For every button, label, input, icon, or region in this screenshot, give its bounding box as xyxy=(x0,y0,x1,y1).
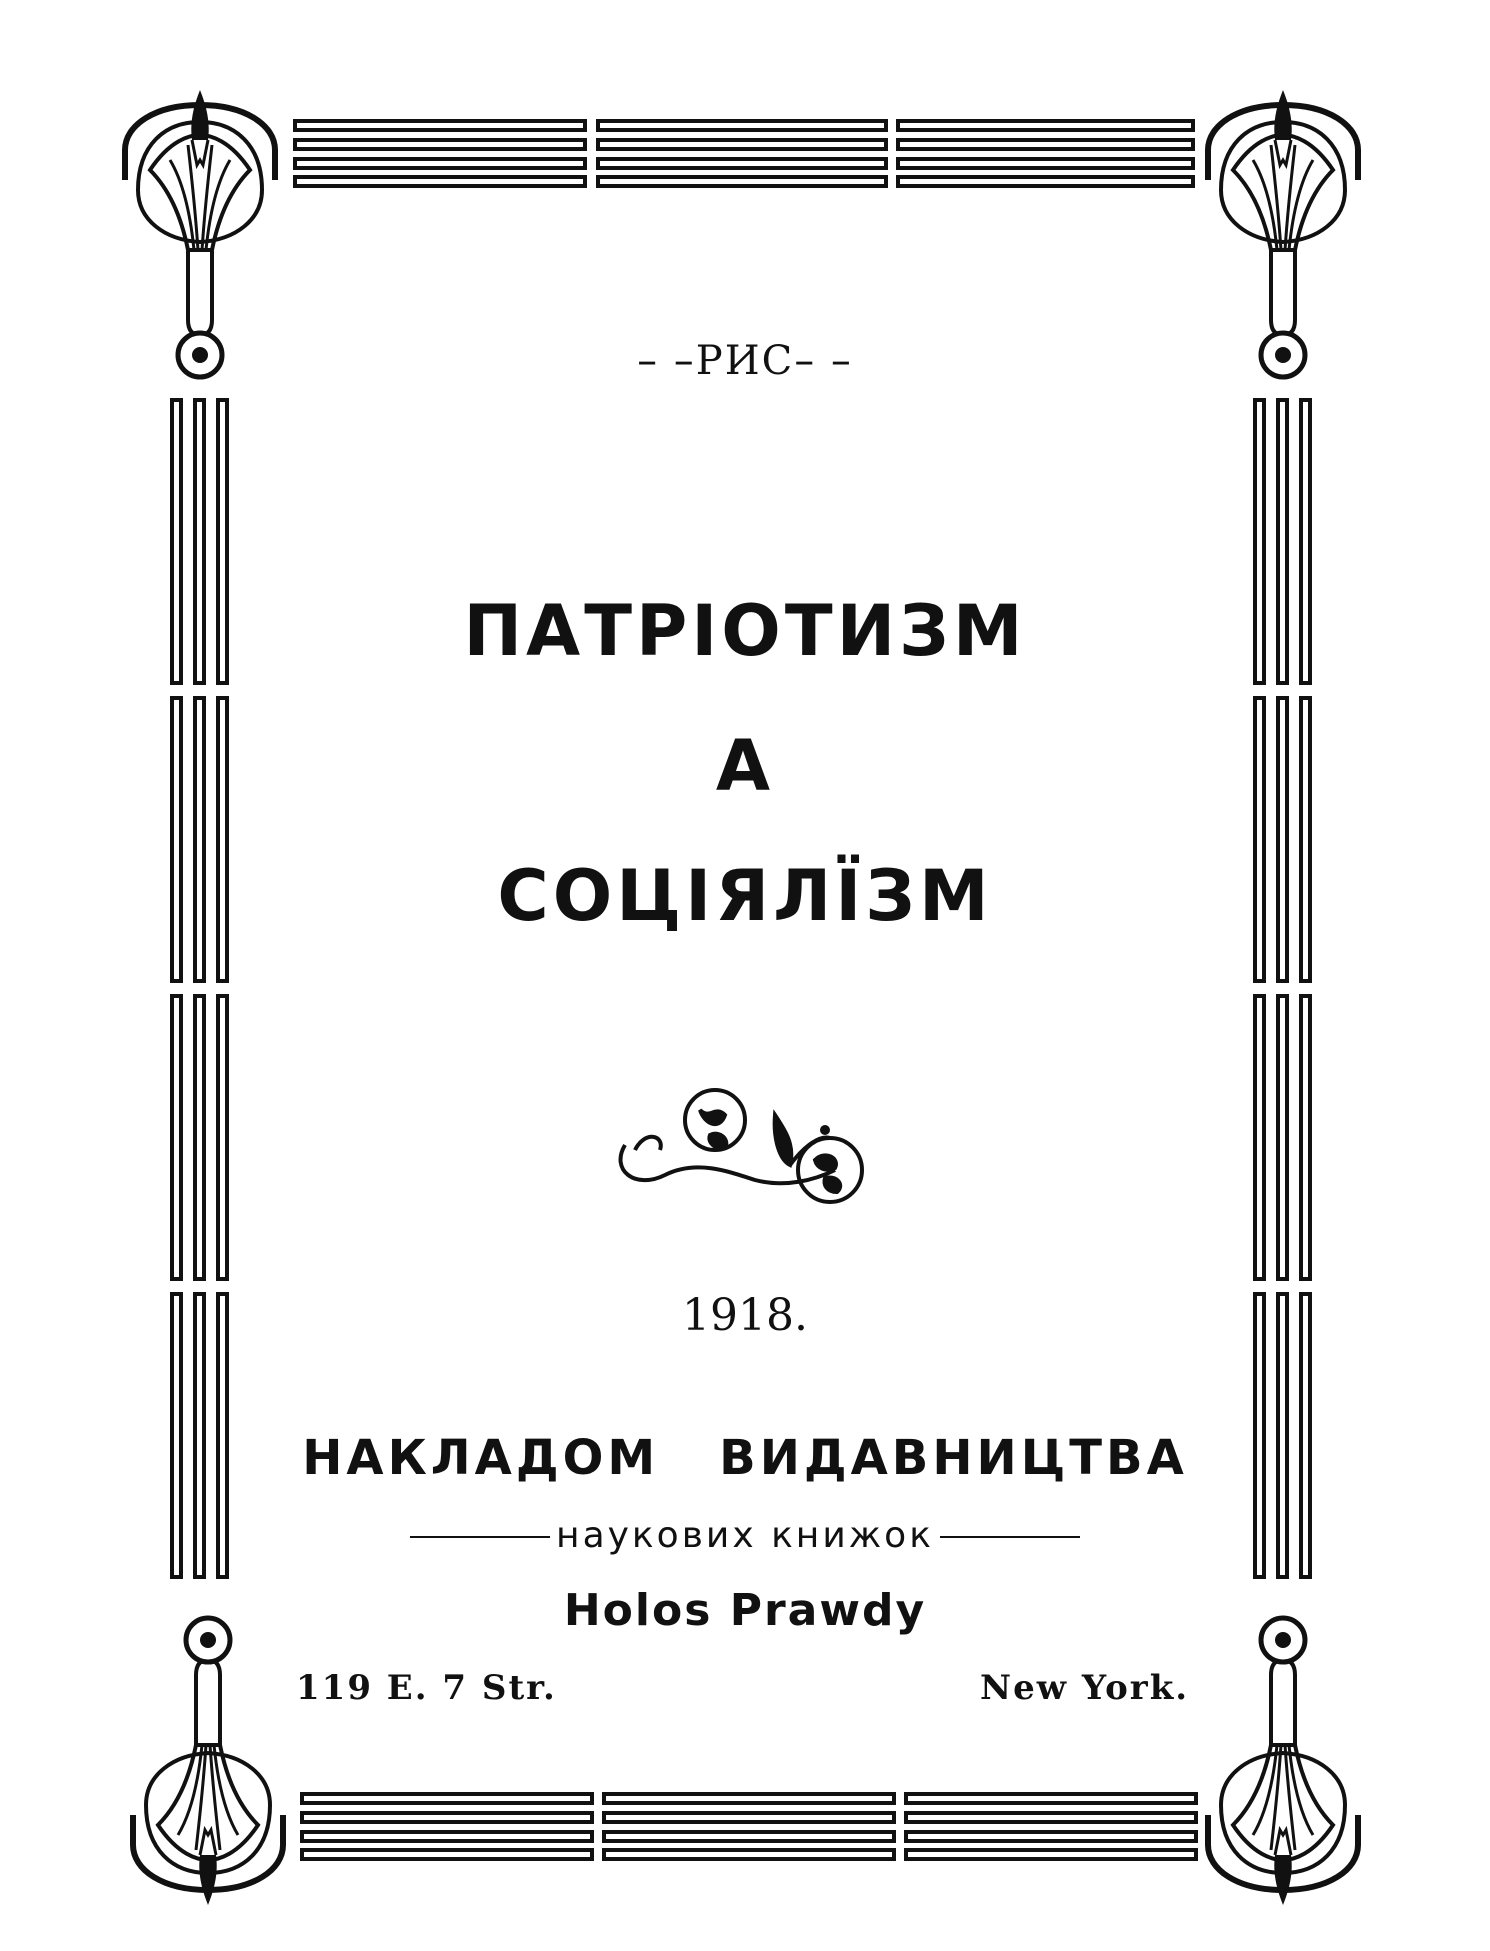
author-name: РИС xyxy=(695,338,795,384)
rule-right xyxy=(940,1536,1080,1538)
publisher-subtitle: наукових книжок xyxy=(556,1515,934,1556)
publisher-name: Holos Prawdy xyxy=(563,1585,927,1636)
top-border-bars xyxy=(295,121,1193,186)
corner-ornament-bottom-right xyxy=(1208,1618,1358,1905)
author-dash-right: – – xyxy=(794,338,853,384)
title-line-1: ПАТРІОТИЗМ xyxy=(463,590,1027,672)
address-street: 119 E. 7 Str. xyxy=(296,1668,557,1708)
author-dash-left: – – xyxy=(637,338,696,384)
floral-vignette xyxy=(621,1090,862,1202)
author-line xyxy=(0,338,1490,384)
left-border-bars xyxy=(172,400,227,1577)
right-border-bars xyxy=(1255,400,1310,1577)
publisher-line-1-part-2: ВИДАВНИЦТВА xyxy=(719,1430,1188,1486)
corner-ornament-top-left xyxy=(125,90,275,377)
title-line-3: СОЦІЯЛЇЗМ xyxy=(497,855,993,937)
address-city: New York. xyxy=(980,1668,1190,1708)
rule-left xyxy=(410,1536,550,1538)
publisher-line-1 xyxy=(0,1430,1490,1486)
corner-ornament-bottom-left xyxy=(133,1618,283,1905)
bottom-border-bars xyxy=(302,1794,1196,1859)
title-line-2: А xyxy=(715,725,775,807)
corner-ornament-top-right xyxy=(1208,90,1358,377)
publisher-line-1-part-1: НАКЛАДОМ xyxy=(302,1430,660,1486)
publication-year: 1918. xyxy=(682,1290,808,1341)
publisher-line-2 xyxy=(0,1515,1490,1556)
